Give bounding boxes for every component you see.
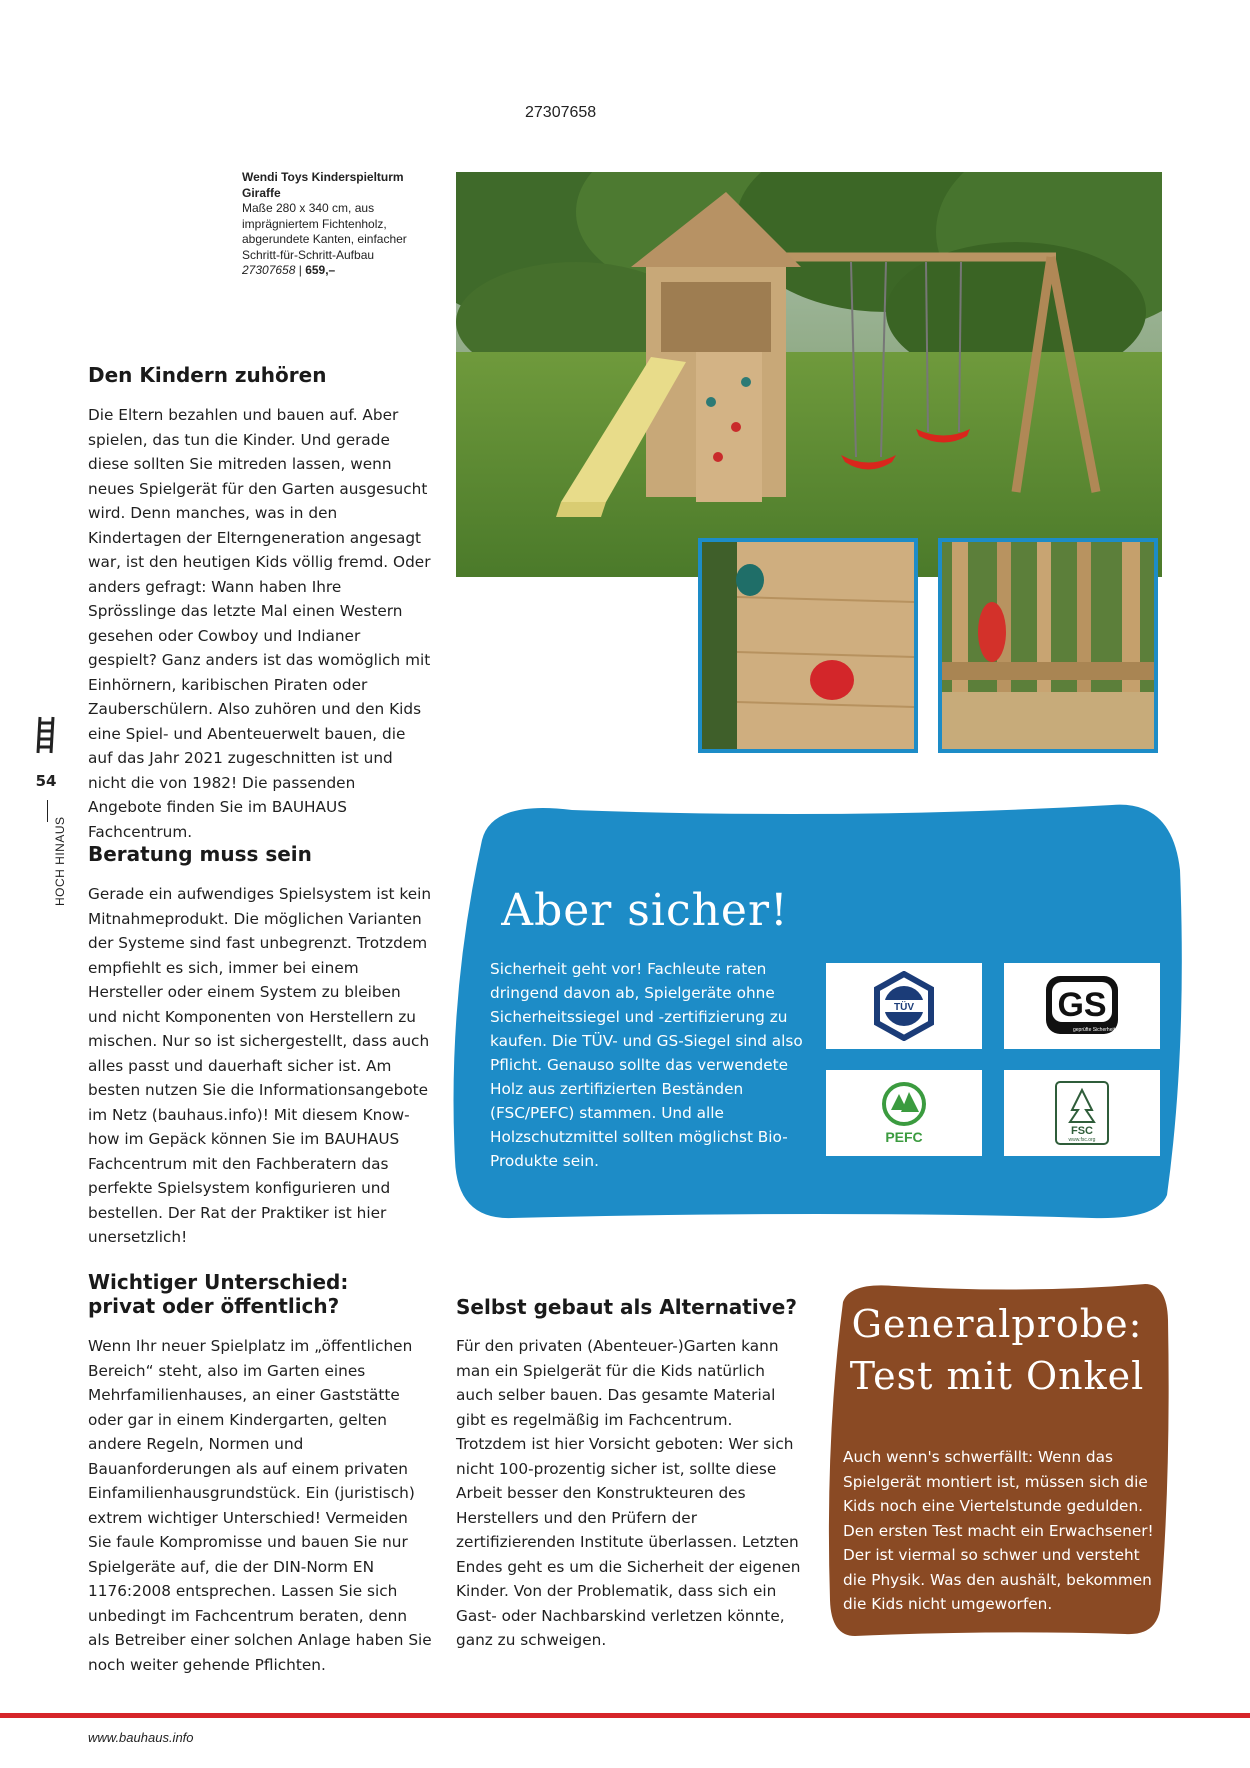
test-box-title bbox=[830, 1298, 1164, 1402]
gs-seal-icon bbox=[1042, 974, 1122, 1038]
pefc-seal-label: PEFC bbox=[885, 1129, 923, 1145]
text-beratung: Gerade ein aufwendiges Spielsystem ist kein Mitnahmeprodukt. Die möglichen Varianten der Systeme sind fast unbegrenzt. Trotzdem empfiehlt es sich, immer bei einem Hersteller oder einem System zu bleiben und nicht Komponenten von Herstellern zu mischen. Nur so ist sichergestellt, dass auch alles passt und dauerhaft sicher ist. Am besten nutzen Sie die Informationsangebote im Netz (bauhaus.info)! Mit diesem Know-how im Gepäck können Sie im BAUHAUS Fachcentrum mit den Fachberatern das perfekte Spielsystem konfigurieren und bestellen. Der Rat der Praktiker ist hier unersetzlich! bbox=[88, 885, 432, 1246]
fsc-seal-icon bbox=[1052, 1080, 1112, 1146]
pefc-seal-tile bbox=[826, 1070, 982, 1156]
gs-seal-tile bbox=[1004, 963, 1160, 1049]
price-separator: | bbox=[295, 263, 306, 277]
product-caption bbox=[242, 170, 442, 279]
ladder-icon bbox=[34, 715, 58, 755]
climbing-wall-illustration bbox=[702, 542, 914, 749]
section-label: HOCH HINAUS bbox=[53, 816, 67, 906]
play-tower-illustration bbox=[456, 172, 1162, 577]
climbing-wall-photo bbox=[698, 538, 918, 753]
tuv-seal-icon bbox=[869, 971, 939, 1041]
heading-unterschied-line2: privat oder öffentlich? bbox=[88, 1294, 340, 1318]
heading-beratung: Beratung muss sein bbox=[88, 842, 312, 866]
article-code: 27307658 bbox=[525, 104, 597, 121]
gs-seal-label: GS bbox=[1057, 986, 1107, 1024]
test-box-title-line2: Test mit Onkel bbox=[849, 1354, 1145, 1398]
footer-rule bbox=[0, 1713, 1250, 1718]
tower-detail-photo bbox=[938, 538, 1158, 753]
product-price: 659,– bbox=[305, 263, 336, 277]
text-selbst: Für den privaten (Abenteuer-)Garten kann man ein Spielgerät für die Kids natürlich auch selber bauen. Das gesamte Material gibt es regelmäßig im Fachcentrum. Trotzdem ist hier Vorsicht geboten: Wer sich nicht 100-prozentig sicher ist, sollte diese Arbeit besser den Konstrukteuren des Herstellers und den Prüfern der zertifizierenden Institute überlassen. Letzten Endes geht es um die Sicherheit der eigenen Kinder. Von der Problematik, dass sich ein Gast- oder Nachbarskind verletzen könnte, ganz zu schweigen. bbox=[456, 1337, 801, 1649]
heading-kinder: Den Kindern zuhören bbox=[88, 363, 327, 387]
tower-detail-illustration bbox=[942, 542, 1154, 749]
product-name: Wendi Toys Kinderspielturm Giraffe bbox=[242, 170, 404, 200]
gs-seal-sub: geprüfte Sicherheit bbox=[1073, 1027, 1115, 1033]
fsc-seal-sub: www.fsc.org bbox=[1068, 1137, 1096, 1143]
text-unterschied: Wenn Ihr neuer Spielplatz im „öffentlichen Bereich“ steht, also im Garten eines Mehrfamilienhauses, an einer Gaststätte oder gar in einem Kindergarten, gelten andere Regeln, Normen und Bauanforderungen als auf einem privaten Einfamilienhausgrundstück. Ein (juristisch) extrem wichtiger Unterschied! Vermeiden Sie faule Kompromisse und bauen Sie nur Spielgeräte auf, die der DIN-Norm EN 1176:2008 entsprechen. Lassen Sie sich unbedingt im Fachcentrum beraten, denn als Betreiber einer solchen Anlage haben Sie noch weiter gehende Pflichten. bbox=[88, 1337, 432, 1674]
test-box-text: Auch wenn's schwerfällt: Wenn das Spielgerät montiert ist, müssen sich die Kids noch eine Viertelstunde gedulden. Den ersten Test macht ein Erwachsener! Der ist viermal so schwer und versteht die Physik. Was den aushält, bekommen die Kids nicht umgeworfen. bbox=[843, 1448, 1154, 1613]
test-box-title-line1: Generalprobe: bbox=[851, 1302, 1143, 1346]
heading-unterschied-line1: Wichtiger Unterschied: bbox=[88, 1270, 349, 1294]
heading-selbst: Selbst gebaut als Alternative? bbox=[456, 1295, 797, 1319]
text-kinder: Die Eltern bezahlen und bauen auf. Aber spielen, das tun die Kinder. Und gerade diese sollten Sie mitreden lassen, wenn neues Spielgerät für den Garten ausgesucht wird. Denn manches, was in den Kindertagen der Elterngeneration angesagt war, ist den heutigen Kids völlig fremd. Oder anders gefragt: Wann haben Ihre Sprösslinge das letzte Mal einen Western gesehen oder Cowboy und Indianer gespielt? Ganz anders ist das womöglich mit Einhörnern, karibischen Piraten oder Zauberschülern. Also zuhören und den Kids eine Spiel- und Abenteuerwelt bauen, die auf das Jahr 2021 zugeschnitten ist und nicht die von 1982! Die passenden Angebote finden Sie im BAUHAUS Fachcentrum. bbox=[88, 406, 431, 841]
safety-box-text: Sicherheit geht vor! Fachleute raten dringend davon ab, Spielgeräte ohne Sicherheitssiegel und -zertifizierung zu kaufen. Die TÜV- und GS-Siegel sind also Pflicht. Genauso sollte das verwendete Holz aus zertifizierten Beständen (FSC/PEFC) stammen. Und alle Holzschutzmittel sollten möglichst Bio-Produkte sein. bbox=[490, 960, 803, 1170]
heading-unterschied bbox=[88, 1270, 433, 1318]
page-number: 54 bbox=[35, 772, 57, 790]
footer-url[interactable]: www.bauhaus.info bbox=[88, 1730, 194, 1745]
tuv-seal-label: TÜV bbox=[894, 1002, 914, 1013]
product-description: Maße 280 x 340 cm, aus imprägniertem Fichtenholz, abgerundete Kanten, einfacher Schritt-für-Schritt-Aufbau bbox=[242, 201, 407, 262]
pefc-seal-icon bbox=[869, 1080, 939, 1146]
safety-box-title: Aber sicher! bbox=[501, 885, 789, 936]
product-article-number: 27307658 bbox=[242, 263, 296, 277]
play-tower-photo bbox=[456, 172, 1162, 577]
tuv-seal-tile bbox=[826, 963, 982, 1049]
fsc-seal-label: FSC bbox=[1071, 1125, 1093, 1137]
fsc-seal-tile bbox=[1004, 1070, 1160, 1156]
sidebar-divider bbox=[47, 800, 48, 822]
